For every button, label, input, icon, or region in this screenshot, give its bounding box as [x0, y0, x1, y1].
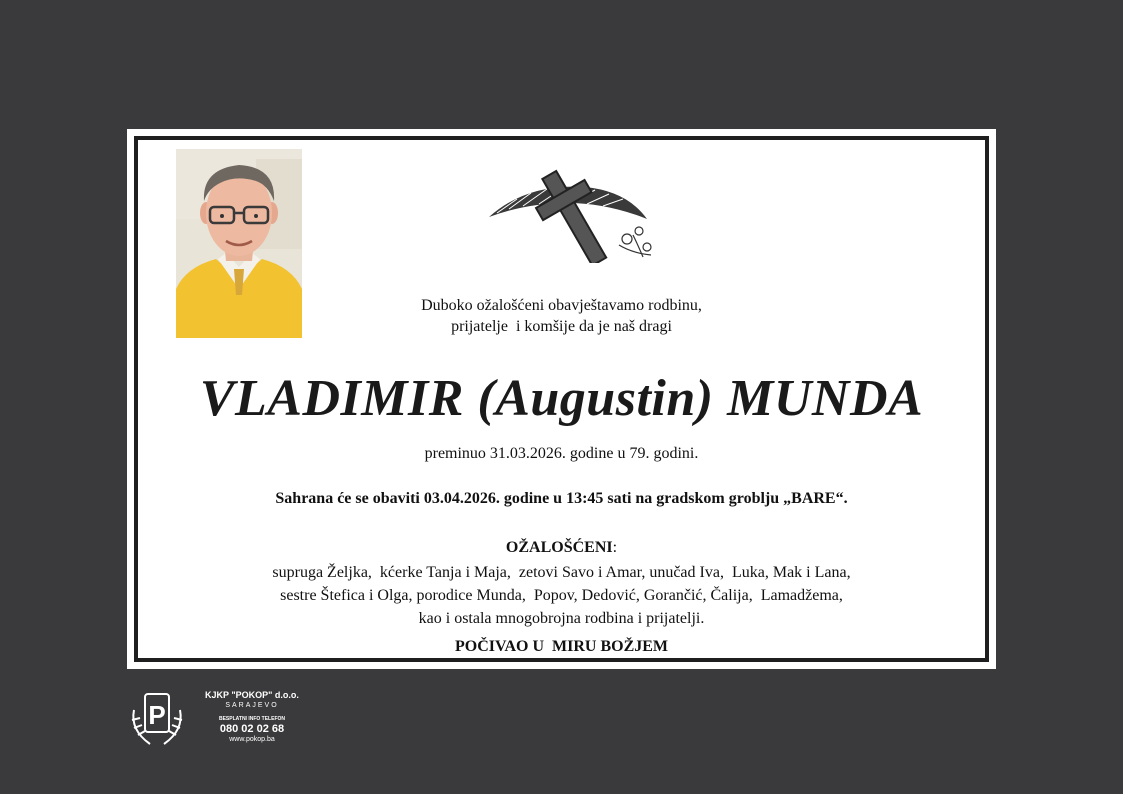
mourners-line-1: supruga Željka, kćerke Tanja i Maja, zetovi Savo i Amar, unučad Iva, Luka, Mak i Lana, [272, 564, 851, 581]
deceased-name: VLADIMIR (Augustin) MUNDA [199, 370, 924, 427]
intro-line-1: Duboko ožalošćeni obavještavamo rodbinu, [421, 297, 702, 314]
closing-text: POČIVAO U MIRU BOŽJEM [454, 638, 669, 655]
footer-text-block [192, 690, 312, 744]
death-date-line: preminuo 31.03.2026. godine u 79. godini. [424, 445, 699, 462]
company-city: SARAJEVO [225, 702, 279, 709]
funeral-info-line: Sahrana će se obaviti 03.04.2026. godine u 13:45 sati na gradskom groblju „BARE“. [275, 490, 848, 507]
logo-letter: P [148, 700, 166, 730]
mourners-line-3: kao i ostala mnogobrojna rodbina i prijatelji. [418, 610, 705, 627]
mourners-list [127, 561, 996, 630]
obituary-card [127, 129, 996, 669]
phone-label: BESPLATNI INFO TELEFON [218, 716, 286, 722]
pokop-logo-icon [128, 690, 186, 746]
phone-number: 080 02 02 68 [219, 723, 285, 735]
company-name: KJKP "POKOP" d.o.o. [205, 690, 299, 700]
mourners-heading-colon: : [612, 539, 618, 556]
intro-line-2: prijatelje i komšije da je naš dragi [451, 318, 672, 335]
mourners-heading [127, 539, 996, 557]
mourners-line-2: sestre Štefica i Olga, porodice Munda, Popov, Dedović, Gorančić, Čalija, Lamadžema, [280, 587, 843, 604]
website-link: www.pokop.ba [229, 736, 275, 743]
footer-branding [128, 690, 328, 750]
cross-with-palm-icon [487, 169, 662, 263]
intro-text [127, 295, 996, 337]
mourners-heading-label: OŽALOŠĆENI [505, 539, 613, 556]
